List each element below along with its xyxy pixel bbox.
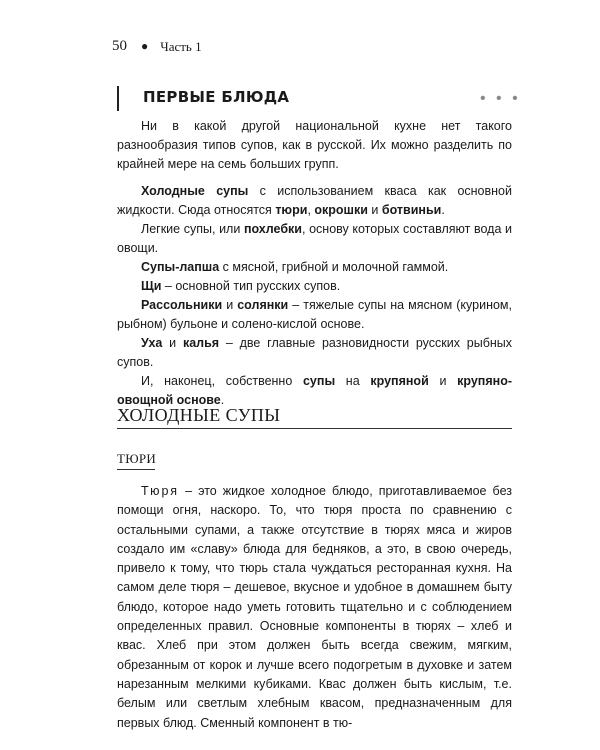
group-term: Уха xyxy=(141,336,163,350)
group-shchi xyxy=(117,277,512,296)
group-noodle xyxy=(117,258,512,277)
group-term: Рассольники xyxy=(141,298,223,312)
group-term: окрошки xyxy=(314,203,368,217)
section-bar xyxy=(117,86,119,111)
group-ukha xyxy=(117,334,512,372)
soup-groups xyxy=(117,182,512,410)
group-text: на xyxy=(335,374,371,388)
dots-ornament-icon: • • • xyxy=(480,90,521,107)
subsection-rule xyxy=(117,428,512,429)
subsection-title: ХОЛОДНЫЕ СУПЫ xyxy=(117,405,281,425)
group-term: крупяно-овощной основе xyxy=(117,374,512,407)
bullet-icon: ● xyxy=(141,39,149,53)
group-term: калья xyxy=(182,336,220,350)
group-term: супы xyxy=(302,374,336,388)
group-text: – основной тип русских супов. xyxy=(161,279,341,293)
group-text: и xyxy=(367,203,382,217)
group-term: Холодные супы xyxy=(141,184,249,198)
group-text: И, наконец, собственно xyxy=(141,374,303,388)
group-term: похлебки xyxy=(243,222,302,236)
group-text: . xyxy=(220,393,225,407)
tyurya-paragraph xyxy=(117,482,512,733)
group-text: – тяжелые супы на мясном (курином, рыбном) бульоне и солено-кислой основе. xyxy=(117,298,512,331)
tyurya-body: – это жидкое холодное блюдо, приготавливаемое без помощи огня, наскоро. То, что тюря проста по сравнению с остальными супами, а также отсутствие в тюрях мяса и жиров создало им «славу» блюда для бедняков, а это, в свою очередь, привело к тому, что тюрь стала чуждаться ресторанная кухня. На самом деле тюря – дешевое, вкусное и удобное в домашнем быту блюдо, которое надо уметь готовить тщательно и с соблюдением определенных правил. Основные компоненты в тюрях – хлеб и квас. Хлеб при этом должен быть всегда свежим, мягким, обрезанным от корок и лучше всего подогретым в духовке и затем нарезанным мелкими кубиками. Квас должен быть кислым, т.е. белым или светлым хлебным квасом, предназначенным для первых блюд. Сменный компонент в тю- xyxy=(117,484,512,730)
subsection-subtitle: ТЮРИ xyxy=(117,451,157,466)
group-term: ботвиньи xyxy=(381,203,442,217)
group-text: . xyxy=(441,203,445,217)
section-title: ПЕРВЫЕ БЛЮДА xyxy=(143,88,290,106)
group-text: и xyxy=(162,336,183,350)
intro-paragraph xyxy=(117,117,512,174)
group-text: Легкие супы, или xyxy=(141,222,244,236)
group-term: крупяной xyxy=(370,374,429,388)
group-term: Супы-лапша xyxy=(141,260,220,274)
running-header xyxy=(112,38,202,55)
group-term: Щи xyxy=(141,279,162,293)
part-label: Часть 1 xyxy=(160,38,202,54)
tyurya-text xyxy=(117,482,512,733)
subtitle-rule xyxy=(117,469,155,470)
group-term: солянки xyxy=(237,298,289,312)
group-text: и xyxy=(428,374,458,388)
group-term: тюри xyxy=(275,203,308,217)
group-cold xyxy=(117,182,512,220)
page-number: 50 xyxy=(112,38,127,54)
group-text: с мясной, грибной и молочной гаммой. xyxy=(219,260,449,274)
group-text: и xyxy=(222,298,238,312)
group-light xyxy=(117,220,512,258)
group-text: с использованием кваса как основной жидкости. Сюда относятся xyxy=(117,184,512,217)
tyurya-term: Тюря xyxy=(141,484,180,498)
group-text: , основу которых составляют вода и овощи. xyxy=(117,222,512,255)
group-text: , xyxy=(307,203,315,217)
intro-text: Ни в какой другой национальной кухне нет такого разнообразия типов супов, как в русской. Их можно разделить по крайней мере на семь больших групп. xyxy=(117,119,512,171)
group-text: – две главные разновидности русских рыбных супов. xyxy=(117,336,512,369)
group-rassolnik xyxy=(117,296,512,334)
